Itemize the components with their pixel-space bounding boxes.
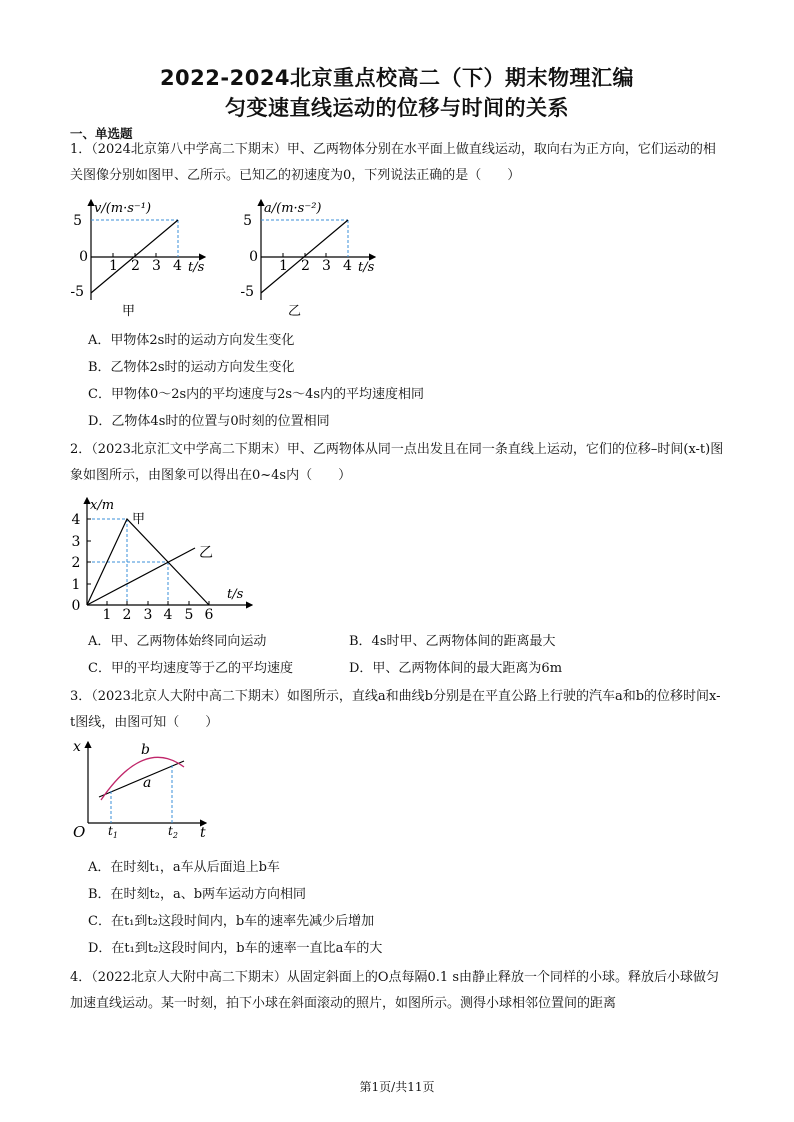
y-tick-label: 0 (79, 249, 88, 265)
question-text: （2022北京人大附中高二下期末）从固定斜面上的O点每隔0.1 s由静止释放一个同样的小球。释放后小球做匀加速直线运动。某一时刻，拍下小球在斜面滚动的照片，如图所示。测得小球相邻位置间的距离 (70, 970, 720, 1011)
q1-option-d: D．乙物体4s时的位置与0时刻的位置相同 (88, 414, 330, 429)
t1-label: $t_1$ (108, 824, 118, 840)
x-tick-label: 3 (143, 607, 153, 623)
page-title-line2: 匀变速直线运动的位移与时间的关系 (225, 96, 569, 120)
q1-option-a: A．甲物体2s时的运动方向发生变化 (88, 333, 295, 348)
series-label-yi: 乙 (199, 545, 213, 561)
q3-option-c: C．在t₁到t₂这段时间内，b车的速率先减少后增加 (88, 914, 375, 929)
q1-option-c: C．甲物体0～2s内的平均速度与2s～4s内的平均速度相同 (88, 387, 425, 402)
line-label-a: a (143, 775, 152, 791)
figure-caption: 甲 (122, 304, 136, 319)
section-heading: 一、单选题 (70, 126, 133, 141)
y-tick-label: 3 (71, 534, 81, 550)
y-tick-label: 5 (73, 213, 82, 229)
q3-option-a: A．在时刻t₁，a车从后面追上b车 (88, 860, 280, 875)
figure-jia-velocity-graph (60, 195, 210, 320)
series-yi-line (87, 548, 195, 605)
question-number: 1． (70, 142, 92, 157)
x-tick-label: 4 (173, 258, 182, 274)
y-tick-label: 1 (71, 577, 81, 593)
y-tick-label: 4 (71, 512, 81, 528)
x-tick-label: 3 (322, 258, 331, 274)
t2-label: $t_2$ (168, 824, 178, 840)
guide-lines (111, 765, 172, 823)
y-axis-label: x/m (90, 498, 115, 513)
line-a (99, 761, 184, 797)
series-label-jia: 甲 (132, 512, 146, 527)
y-axis-label: v/(m·s⁻¹) (94, 201, 152, 216)
x-tick-label: 2 (122, 607, 132, 623)
q2-option-c: C．甲的平均速度等于乙的平均速度 (88, 661, 293, 676)
q3-option-b: B．在时刻t₂，a、b两车运动方向相同 (88, 887, 307, 902)
y-tick-label: -5 (70, 284, 84, 300)
question-text: （2024北京第八中学高二下期末）甲、乙两物体分别在水平面上做直线运动，取向右为正方向，它们运动的相关图像分别如图甲、乙所示。已知乙的初速度为0，下列说法正确的是（ ） (70, 142, 716, 183)
x-axis-label: t (200, 825, 206, 841)
figure-caption: 乙 (288, 304, 302, 319)
x-tick-label: 6 (204, 607, 214, 623)
x-axis-label: t/s (358, 260, 375, 275)
y-tick-label: 0 (249, 249, 258, 265)
question-1-stem (70, 137, 724, 189)
x-tick-label: 5 (184, 607, 194, 623)
x-tick-label: 1 (102, 607, 112, 623)
y-tick-label: 2 (71, 555, 81, 571)
page-footer: 第1页/共11页 (359, 1080, 435, 1094)
x-tick-label: 4 (343, 258, 352, 274)
question-number: 3． (70, 689, 92, 704)
curve-label-b: b (141, 742, 150, 758)
x-tick-label: 1 (279, 258, 288, 274)
y-tick-label: -5 (240, 284, 254, 300)
x-tick-label: 1 (109, 258, 118, 274)
figure-ab-graph (64, 737, 214, 842)
question-text: （2023北京人大附中高二下期末）如图所示，直线a和曲线b分别是在平直公路上行驶的汽车a和b的位移时间x-t图线，由图可知（ ） (70, 689, 721, 730)
question-number: 4． (70, 970, 92, 985)
question-text: （2023北京汇文中学高二下期末）甲、乙两物体从同一点出发且在同一条直线上运动，它们的位移–时间(x-t)图象如图所示，由图象可以得出在0~4s内（ ） (70, 442, 724, 483)
q2-option-b: B．4s时甲、乙两物体间的距离最大 (349, 634, 556, 649)
q2-option-d: D．甲、乙两物体间的最大距离为6m (349, 661, 563, 676)
x-axis-label: t/s (227, 587, 244, 602)
y-axis-label: x (73, 739, 81, 755)
y-tick-label: 5 (243, 213, 252, 229)
x-tick-label: 2 (131, 258, 140, 274)
question-number: 2． (70, 442, 92, 457)
x-tick-label: 2 (301, 258, 310, 274)
figure-xt-graph (62, 493, 262, 623)
q1-option-b: B．乙物体2s时的运动方向发生变化 (88, 360, 295, 375)
x-tick-label: 4 (163, 607, 173, 623)
x-axis-label: t/s (188, 260, 205, 275)
y-tick-label: 0 (71, 598, 81, 614)
question-3-stem (70, 684, 724, 736)
x-tick-label: 3 (152, 258, 161, 274)
y-axis-label: a/(m·s⁻²) (264, 201, 322, 216)
q2-option-a: A．甲、乙两物体始终同向运动 (88, 634, 267, 649)
q3-option-d: D．在t₁到t₂这段时间内，b车的速率一直比a车的大 (88, 941, 383, 956)
page-title-line1: 2022-2024北京重点校高二（下）期末物理汇编 (159, 66, 635, 90)
question-2-stem (70, 437, 724, 489)
guide-lines (87, 519, 168, 605)
question-4-stem (70, 965, 724, 1017)
figure-yi-acceleration-graph (230, 195, 380, 320)
origin-label: O (73, 823, 86, 841)
